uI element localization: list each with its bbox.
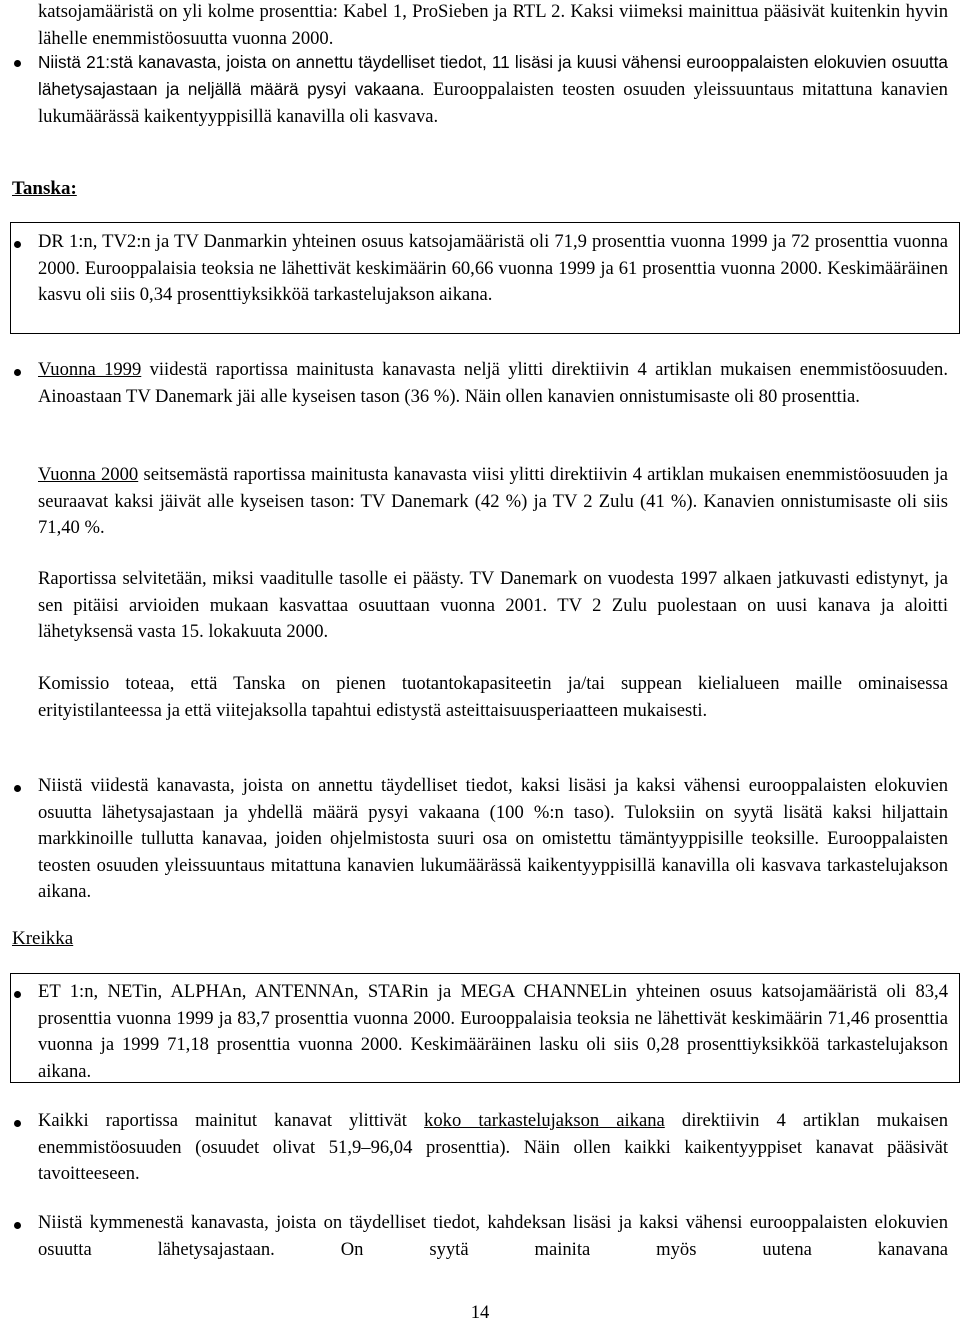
denmark-1999-text: viidestä raportissa mainitusta kanavasta neljä ylitti direktiivin 4 artiklan mukaisen enemmistöosuuden. Ainoastaan TV Danemark jäi alle kyseisen tason (36 %). Näin ollen kanavien onnistumisaste oli 80 prosenttia.	[38, 359, 948, 407]
denmark-films-paragraph: Niistä viidestä kanavasta, joista on annettu täydelliset tiedot, kaksi lisäsi ja kaksi vähensi eurooppalaisten elokuvien osuutta lähetysajastaan ja yhdellä määrä pysyi vakaana (100 %:n taso). Tuloksiin on syytä lisätä kaksi hiljattain markkinoille tullutta kanavaa, joiden ohjelmistosta suuri osa on omistettu tämäntyyppisille teoksille. Eurooppalaisten teosten osuuden yleissuuntaus mitattuna kanavien lukumäärässä kaikentyyppisillä kanavilla oli kasvava tarkastelujakson aikana.	[38, 775, 948, 903]
denmark-heading: Tanska:	[12, 178, 77, 199]
bullet-icon	[14, 1222, 21, 1229]
greece-films-paragraph: Niistä kymmenestä kanavasta, joista on täydelliset tiedot, kahdeksan lisäsi ja kaksi vähensi eurooppalaisten elokuvien osuutta lähetysajastaan. On syytä mainita myös uutena kanavana	[38, 1212, 948, 1260]
greece-summary-paragraph: ET 1:n, NETin, ALPHAn, ANTENNAn, STARin ja MEGA CHANNELin yhteinen osuus katsojamääristä oli 83,4 prosenttia vuonna 1999 ja 83,7 prosenttia vuonna 2000. Eurooppalaisia teoksia ne lähettivät keskimäärin 71,46 prosenttia vuonna ja 1999 71,18 prosenttia vuonna 2000. Keskimääräinen lasku oli siis 0,28 prosenttiyksikköä tarkastelujakson aikana.	[38, 981, 948, 1082]
page-number: 14	[470, 1302, 490, 1323]
bullet-icon	[14, 785, 21, 792]
denmark-2000-text: seitsemästä raportissa mainitusta kanavasta viisi ylitti direktiivin 4 artiklan mukaisen enemmistöosuuden ja seuraavat kaksi jäivät alle kyseisen tason: TV Danemark (42 %) ja TV 2 Zulu (41 %). Kanavien onnistumisaste oli siis 71,40 %.	[38, 464, 948, 539]
bullet-icon	[14, 991, 21, 998]
greece-majority-paragraph	[38, 1108, 948, 1188]
denmark-commission-paragraph: Komissio toteaa, että Tanska on pienen tuotantokapasiteetin ja/tai suppean kielialueen maille ominaisessa erityistilanteessa ja että viitejaksolla tapahtui edistystä asteittaisuusperiaatteen mukaisesti.	[38, 673, 948, 721]
intro-bullet-text-a: Niistä 21:stä kanavasta, joista on annettu täydelliset tiedot, 11 lisäsi ja kuusi vähensi eurooppalaisten elokuvien osuutta lähetysajastaan ja neljällä määrä pysyi vakaana.	[38, 52, 948, 99]
bullet-icon	[14, 60, 21, 67]
denmark-summary-paragraph: DR 1:n, TV2:n ja TV Danmarkin yhteinen osuus katsojamääristä oli 71,9 prosenttia vuonna 1999 ja 72 prosenttia vuonna 2000. Eurooppalaisia teoksia ne lähettivät keskimäärin 60,66 vuonna 1999 ja 61 prosenttia vuonna 2000. Keskimääräinen kasvu oli siis 0,34 prosenttiyksikköä tarkastelujakson aikana.	[38, 231, 948, 306]
bullet-icon	[14, 1120, 21, 1127]
denmark-1999-paragraph	[38, 357, 948, 410]
denmark-1999-lead: Vuonna 1999	[38, 359, 142, 380]
denmark-2000-paragraph	[38, 462, 948, 542]
intro-bullet-paragraph	[38, 49, 948, 131]
greece-majority-text-before: Kaikki raportissa mainitut kanavat ylittivät	[38, 1110, 425, 1131]
denmark-2000-lead: Vuonna 2000	[38, 464, 139, 485]
greece-heading: Kreikka	[12, 928, 74, 949]
continuation-paragraph: katsojamääristä on yli kolme prosenttia: Kabel 1, ProSieben ja RTL 2. Kaksi viimeksi mainittua pääsivät kuitenkin hyvin lähelle enemmistöosuutta vuonna 2000.	[38, 1, 948, 49]
denmark-report-paragraph: Raportissa selvitetään, miksi vaaditulle tasolle ei päästy. TV Danemark on vuodesta 1997 alkaen jatkuvasti edistynyt, ja sen pitäisi arvioiden mukaan kasvattaa osuuttaan vuonna 2001. TV 2 Zulu puolestaan on uusi kanava ja aloitti lähetyksensä vasta 15. lokakuuta 2000.	[38, 568, 948, 643]
greece-majority-underlined: koko tarkastelujakson aikana	[424, 1110, 665, 1131]
bullet-icon	[14, 369, 21, 376]
greece-majority-text-after: direktiivin 4 artiklan mukaisen enemmistöosuuden (osuudet olivat 51,9–96,04 prosenttia). Näin ollen kaikki kaikentyyppiset kanavat pääsivät tavoitteeseen.	[38, 1110, 949, 1185]
intro-bullet-text-b: Eurooppalaisten teosten osuuden yleissuuntaus mitattuna kanavien lukumäärässä kaikentyyppisillä kanavilla oli kasvava.	[38, 78, 948, 128]
bullet-icon	[14, 241, 21, 248]
